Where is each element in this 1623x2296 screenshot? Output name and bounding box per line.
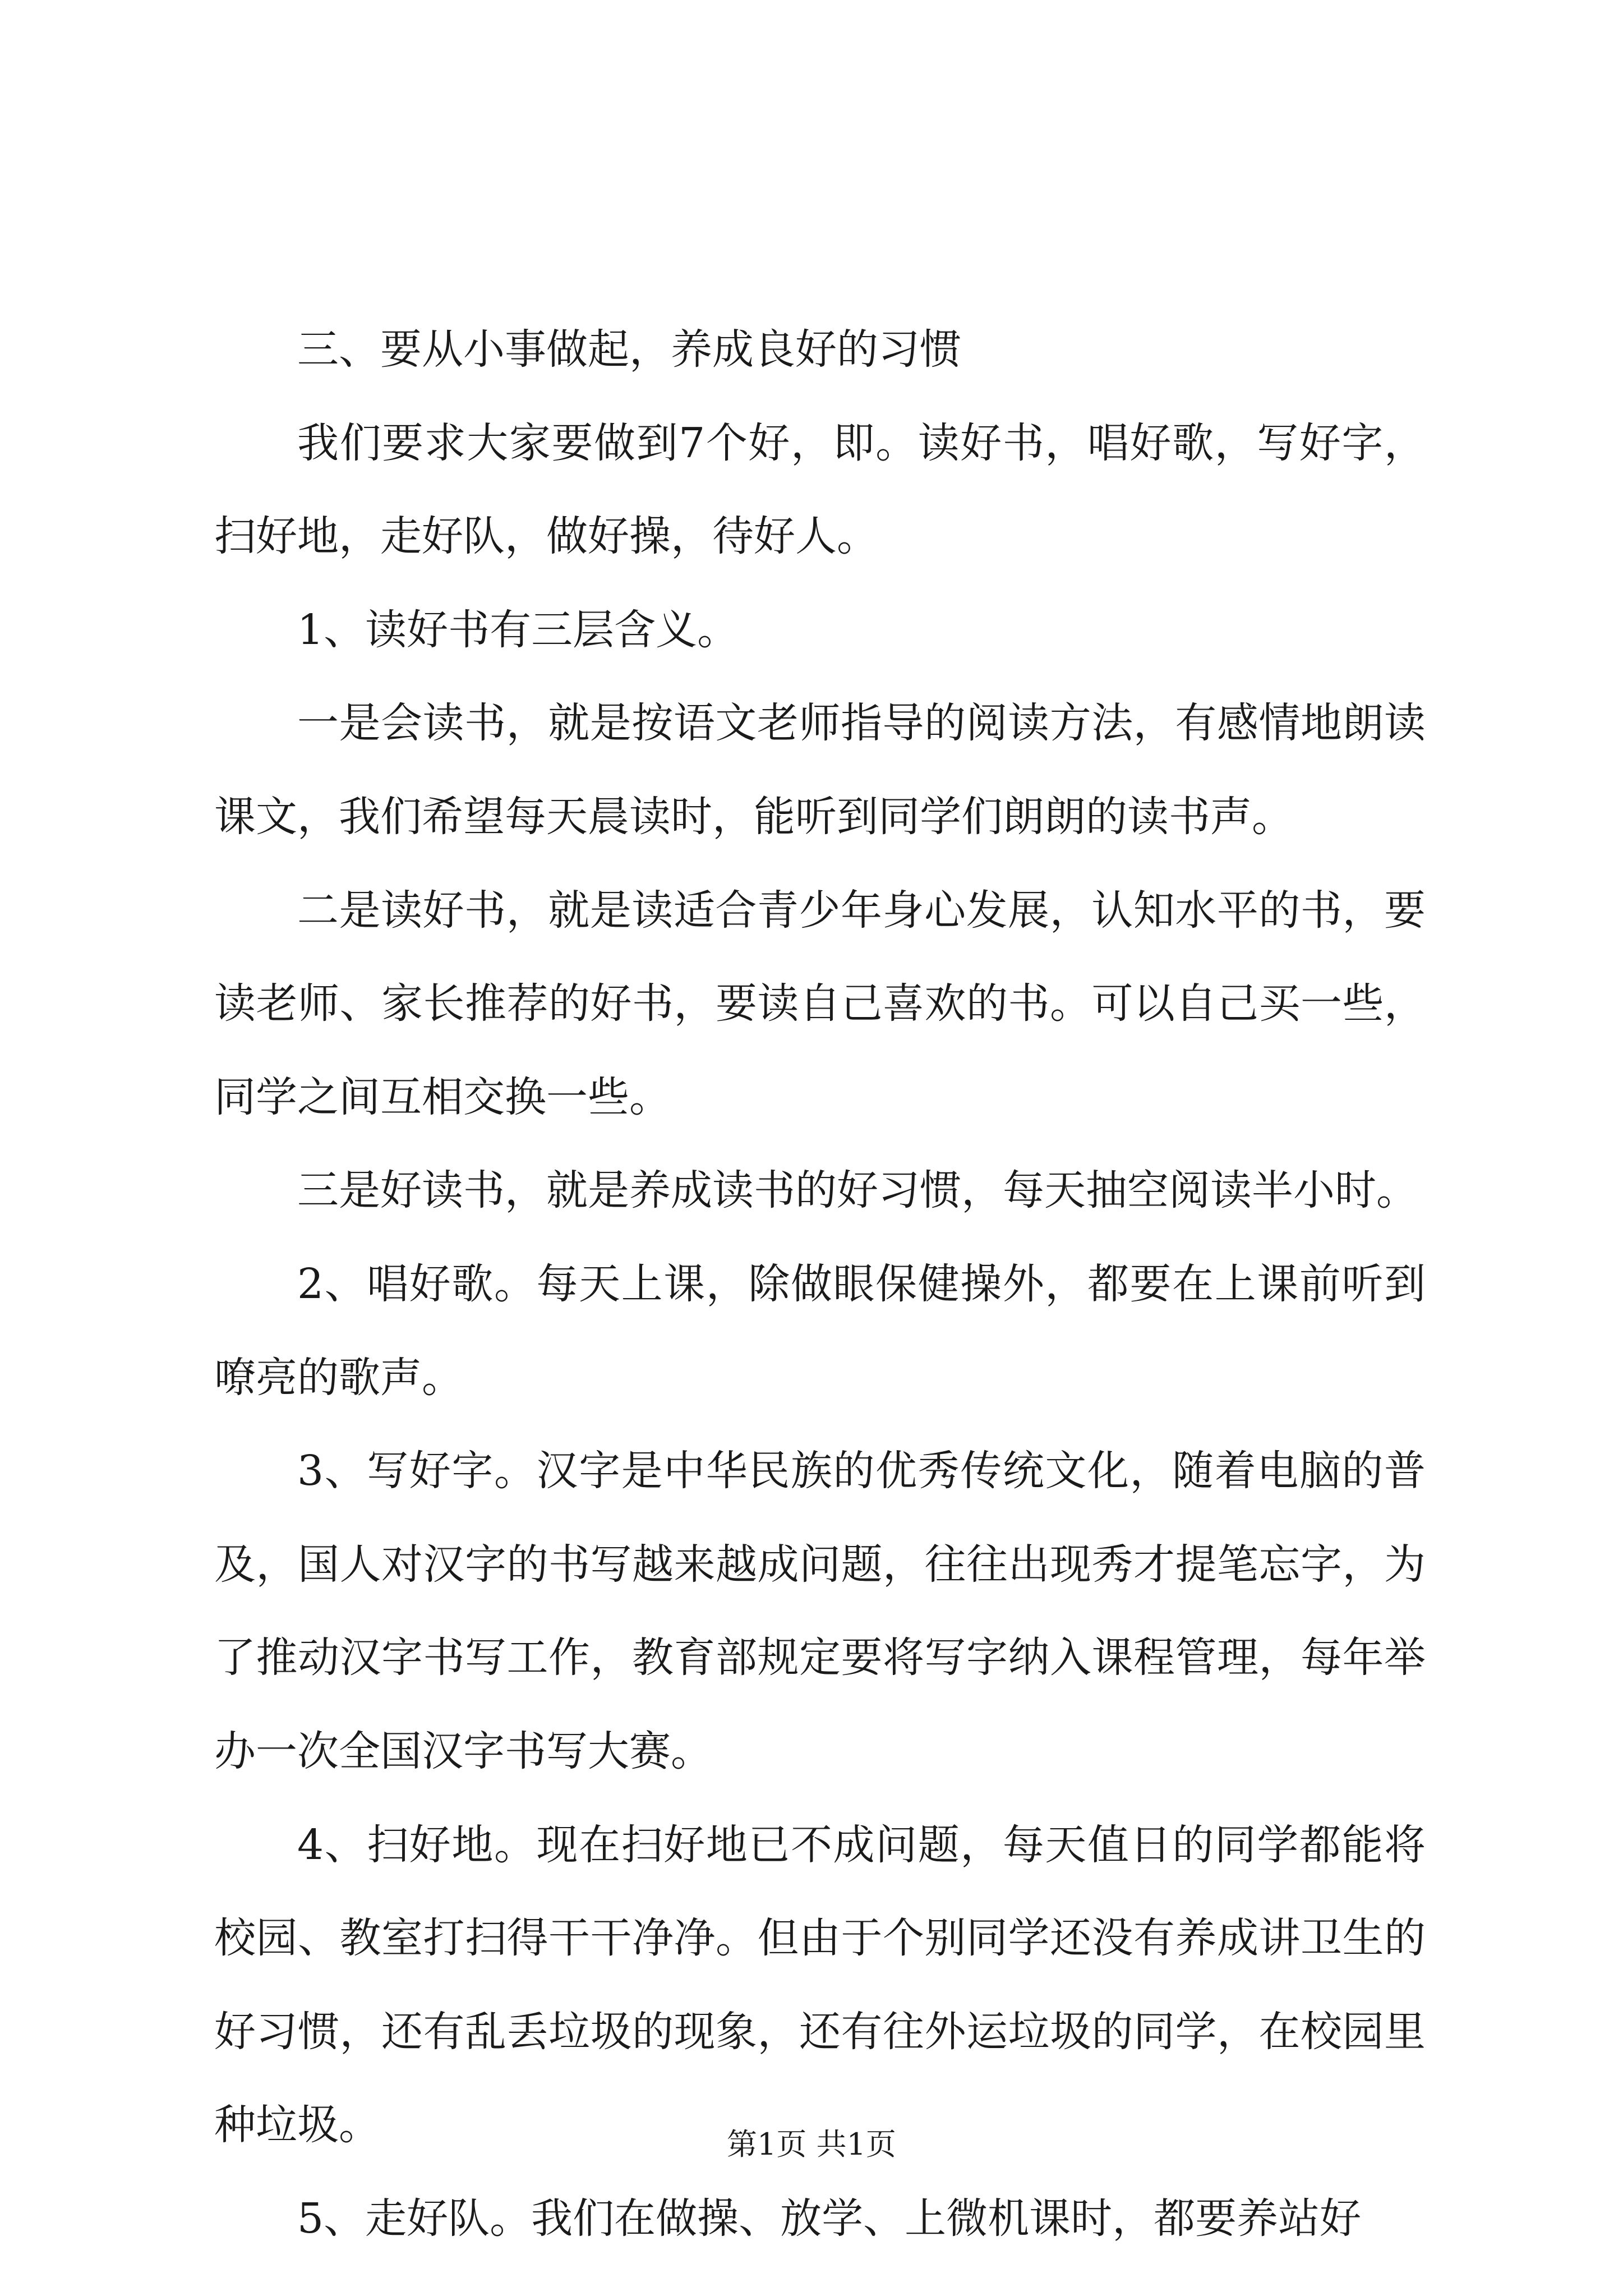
page-footer: 第1页 共1页 [727, 2127, 896, 2162]
paragraph-item-1-point-3: 三是好读书，就是养成读书的好习惯，每天抽空阅读半小时。 [297, 1166, 1418, 1215]
paragraph-item-5: 5、走好队。我们在做操、放学、上微机课时，都要养站好 [297, 2194, 1362, 2243]
paragraph-item-1-heading: 1、读好书有三层含义。 [297, 605, 739, 654]
paragraph-item-2: 2、唱好歌。每天上课，除做眼保健操外，都要在上课前听到嘹亮的歌声。 [214, 1259, 1426, 1402]
paragraph-item-4: 4、扫好地。现在扫好地已不成问题，每天值日的同学都能将校园、教室打扫得干干净净。但由于个别同学还没有养成讲卫生的好习惯，还有乱丢垃圾的现象，还有往外运垃圾的同学，在校园里种垃圾。 [214, 1820, 1426, 2150]
paragraph-item-1-point-2: 二是读好书，就是读适合青少年身心发展，认知水平的书，要读老师、家长推荐的好书，要读自己喜欢的书。可以自己买一些，同学之间互相交换一些。 [214, 886, 1426, 1121]
section-heading: 三、要从小事做起，养成良好的习惯 [297, 325, 961, 374]
document-body [214, 303, 1426, 2265]
paragraph-item-1-point-1: 一是会读书，就是按语文老师指导的阅读方法，有感情地朗读课文，我们希望每天晨读时，能听到同学们朗朗的读书声。 [214, 699, 1426, 841]
paragraph-intro: 我们要求大家要做到7个好，即。读好书，唱好歌，写好字，扫好地，走好队，做好操，待好人。 [214, 418, 1426, 561]
paragraph-item-3: 3、写好字。汉字是中华民族的优秀传统文化，随着电脑的普及，国人对汉字的书写越来越成问题，往往出现秀才提笔忘字，为了推动汉字书写工作，教育部规定要将写字纳入课程管理，每年举办一次全国汉字书写大赛。 [214, 1447, 1426, 1775]
